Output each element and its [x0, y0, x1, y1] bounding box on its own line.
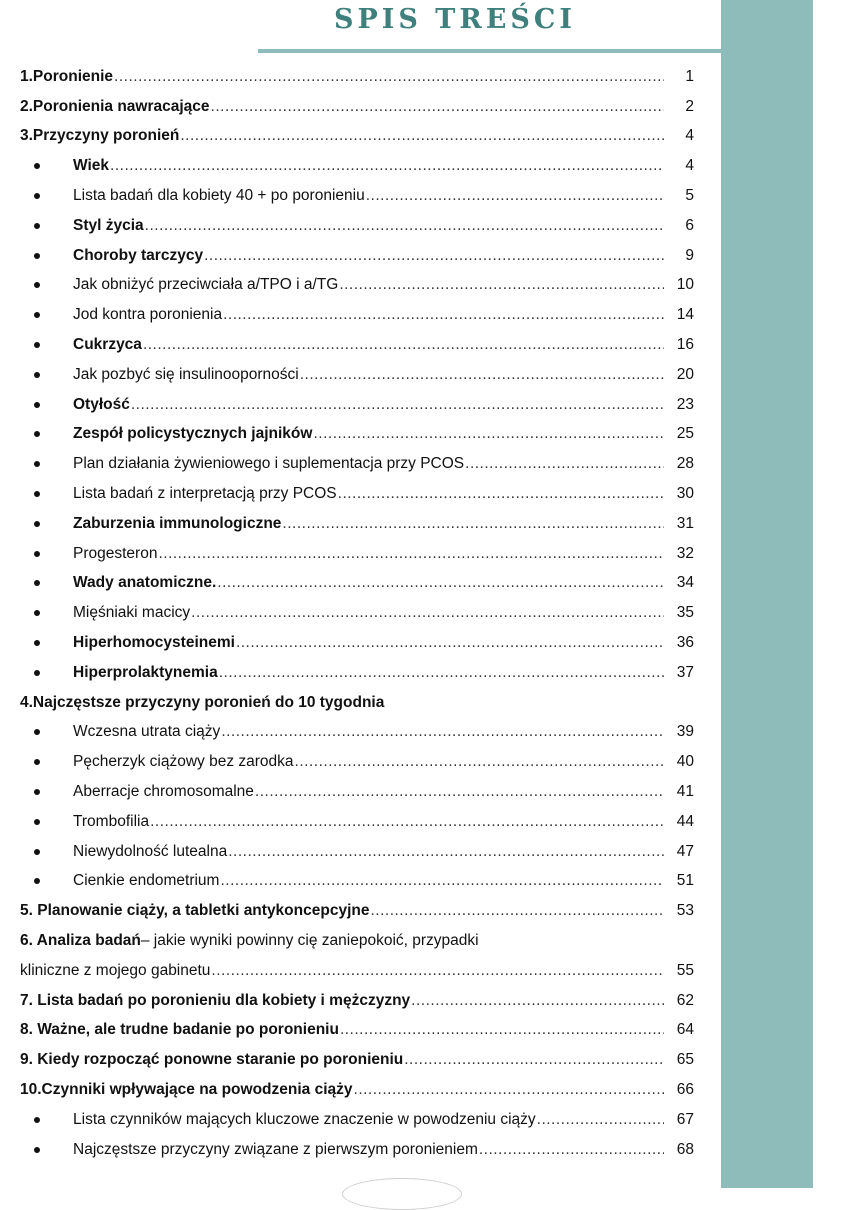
dot-leader [282, 515, 664, 533]
toc-entry-label: Styl życia [73, 216, 144, 234]
toc-entry-page-number: 4 [685, 127, 694, 145]
dot-leader [370, 902, 664, 920]
dot-leader [223, 306, 664, 324]
dot-leader [339, 276, 664, 294]
toc-entry-label: 7. Lista badań po poronieniu dla kobiety i mężczyzny [20, 991, 411, 1009]
toc-entry[interactable] [20, 867, 696, 897]
toc-entry-page-number: 2 [685, 97, 694, 115]
toc-entry[interactable] [20, 598, 696, 628]
table-of-contents [20, 62, 696, 1164]
toc-entry-label: Otyłość [73, 395, 130, 413]
toc-entry-page-number: 36 [676, 634, 694, 652]
toc-entry-label: Trombofilia [73, 812, 150, 830]
toc-entry[interactable] [20, 420, 696, 450]
toc-entry-page-number: 66 [676, 1080, 694, 1098]
toc-entry[interactable] [20, 747, 696, 777]
toc-entry-page-number: 10 [676, 276, 694, 294]
toc-entry-page-number: 32 [676, 544, 694, 562]
toc-entry-label: Cienkie endometrium [73, 872, 220, 890]
toc-entry-page-number: 41 [676, 783, 694, 801]
toc-entry[interactable] [20, 1105, 696, 1135]
toc-entry[interactable] [20, 1075, 696, 1105]
dot-leader [219, 664, 664, 682]
dot-leader [338, 485, 664, 503]
dot-leader [537, 1111, 664, 1129]
dot-leader [158, 545, 664, 563]
toc-entry-page-number: 25 [676, 425, 694, 443]
dot-leader [221, 723, 664, 741]
toc-entry[interactable] [20, 569, 696, 599]
toc-entry[interactable] [20, 122, 696, 152]
toc-entry-label: Zaburzenia immunologiczne [73, 514, 282, 532]
toc-entry[interactable] [20, 181, 696, 211]
dot-leader [255, 783, 664, 801]
toc-entry-page-number: 68 [676, 1140, 694, 1158]
toc-entry-label: 3.Przyczyny poronień [20, 127, 180, 145]
toc-entry[interactable] [20, 777, 696, 807]
toc-entry-page-number: 16 [676, 336, 694, 354]
toc-entry-page-number: 53 [676, 902, 694, 920]
toc-entry[interactable] [20, 509, 696, 539]
toc-entry-label: Lista badań z interpretacją przy PCOS [73, 485, 337, 503]
dot-leader [340, 1021, 664, 1039]
toc-entry-label: Jak pozbyć się insulinooporności [73, 365, 299, 383]
toc-entry-label: Mięśniaki macicy [73, 604, 191, 622]
toc-entry[interactable] [20, 539, 696, 569]
toc-entry-label: Plan działania żywieniowego i suplementacja przy PCOS [73, 455, 465, 473]
toc-entry[interactable] [20, 62, 696, 92]
page-right-margin [813, 0, 848, 1188]
toc-entry[interactable] [20, 1045, 696, 1075]
toc-entry-label: Hiperprolaktynemia [73, 663, 218, 681]
dot-leader [300, 366, 664, 384]
toc-entry[interactable] [20, 479, 696, 509]
toc-entry[interactable] [20, 628, 696, 658]
dot-leader [110, 157, 664, 175]
toc-entry-label: Niewydolność lutealna [73, 842, 228, 860]
toc-entry[interactable] [20, 718, 696, 748]
dot-leader [236, 634, 664, 652]
toc-entry[interactable] [20, 807, 696, 837]
toc-entry-label: 5. Planowanie ciąży, a tabletki antykoncepcyjne [20, 902, 370, 920]
dot-leader [217, 574, 664, 592]
toc-entry[interactable] [20, 271, 696, 301]
toc-entry-label: 6. Analiza badań [20, 932, 141, 949]
toc-entry-label: Zespół policystycznych jajników [73, 425, 313, 443]
dot-leader [211, 962, 664, 980]
dot-leader [131, 396, 664, 414]
dot-leader [191, 604, 664, 622]
toc-entry[interactable] [20, 211, 696, 241]
toc-entry[interactable] [20, 658, 696, 688]
dot-leader [354, 1081, 664, 1099]
toc-entry-page-number: 5 [685, 187, 694, 205]
toc-entry[interactable] [20, 360, 696, 390]
dot-leader [114, 68, 664, 86]
toc-entry-page-number: 23 [676, 395, 694, 413]
dot-leader [366, 187, 664, 205]
toc-entry[interactable] [20, 1135, 696, 1165]
toc-entry-page-number: 20 [676, 365, 694, 383]
toc-entry-page-number: 62 [676, 991, 694, 1009]
toc-entry[interactable] [20, 926, 696, 956]
toc-entry[interactable] [20, 92, 696, 122]
toc-entry-label: Aberracje chromosomalne [73, 783, 254, 801]
toc-entry-page-number: 6 [685, 216, 694, 234]
toc-entry-page-number: 55 [676, 961, 694, 979]
toc-entry-label: Cukrzyca [73, 336, 142, 354]
toc-entry-label: 8. Ważne, ale trudne badanie po poronieniu [20, 1021, 339, 1039]
toc-entry-page-number: 67 [676, 1110, 694, 1128]
dot-leader [204, 247, 664, 265]
toc-entry-label: Pęcherzyk ciążowy bez zarodka [73, 753, 294, 771]
toc-entry[interactable] [20, 1016, 696, 1046]
toc-entry-label: 10.Czynniki wpływające na powodzenia ciąży [20, 1080, 353, 1098]
toc-entry-label: 2.Poronienia nawracające [20, 97, 210, 115]
toc-entry-label: Jod kontra poronienia [73, 306, 223, 324]
toc-entry-label: Najczęstsze przyczyny związane z pierwszym poronieniem [73, 1140, 478, 1158]
dot-leader [228, 843, 664, 861]
toc-entry-page-number: 4 [685, 157, 694, 175]
dot-leader [295, 753, 664, 771]
toc-entry-label: kliniczne z mojego gabinetu [20, 961, 211, 979]
toc-entry-page-number: 65 [676, 1051, 694, 1069]
toc-entry-page-number: 34 [676, 574, 694, 592]
dot-leader [220, 872, 664, 890]
toc-entry[interactable] [20, 986, 696, 1016]
toc-entry-label: Choroby tarczycy [73, 246, 204, 264]
dot-leader [143, 336, 664, 354]
toc-entry-label: Lista badań dla kobiety 40 + po poronieniu [73, 187, 365, 205]
toc-entry[interactable] [20, 956, 696, 986]
toc-entry-page-number: 64 [676, 1021, 694, 1039]
toc-entry-label: 1.Poronienie [20, 67, 114, 85]
page-title: SPIS TREŚCI [333, 4, 577, 35]
toc-entry-page-number: 44 [676, 812, 694, 830]
toc-entry-label: Hiperhomocysteinemi [73, 634, 235, 652]
decorative-oval [342, 1178, 462, 1210]
toc-entry[interactable] [20, 241, 696, 271]
toc-entry-page-number: 39 [676, 723, 694, 741]
toc-entry-page-number: 51 [676, 872, 694, 890]
toc-entry-page-number: 28 [676, 455, 694, 473]
toc-entry-page-number: 37 [676, 663, 694, 681]
toc-entry-page-number: 35 [676, 604, 694, 622]
toc-entry[interactable] [20, 300, 696, 330]
toc-entry[interactable] [20, 151, 696, 181]
decorative-side-band [721, 0, 813, 1188]
toc-entry-page-number: 9 [685, 246, 694, 264]
toc-entry-label: Wady anatomiczne. [73, 574, 217, 592]
toc-entry-label: 9. Kiedy rozpocząć ponowne staranie po poronieniu [20, 1051, 404, 1069]
toc-entry[interactable] [20, 837, 696, 867]
toc-entry-label: 4.Najczęstsze przyczyny poronień do 10 tygodnia [20, 693, 385, 711]
toc-entry-page-number: 30 [676, 485, 694, 503]
toc-entry-label: Wczesna utrata ciąży [73, 723, 221, 741]
toc-entry-page-number: 31 [676, 514, 694, 532]
toc-entry[interactable] [20, 896, 696, 926]
toc-entry[interactable] [20, 449, 696, 479]
title-underline [258, 49, 721, 53]
dot-leader [211, 98, 664, 116]
dot-leader [180, 127, 664, 145]
dot-leader [313, 425, 664, 443]
dot-leader [411, 992, 664, 1010]
dot-leader [150, 813, 664, 831]
toc-entry-label: Progesteron [73, 544, 158, 562]
dot-leader [465, 455, 664, 473]
toc-entry-description: – jakie wyniki powinny cię zaniepokoić, przypadki [140, 932, 479, 949]
toc-entry-label: Wiek [73, 157, 110, 175]
dot-leader [145, 217, 664, 235]
toc-entry-page-number: 47 [676, 842, 694, 860]
toc-entry-page-number: 40 [676, 753, 694, 771]
dot-leader [479, 1141, 664, 1159]
toc-entry[interactable] [20, 390, 696, 420]
dot-leader [404, 1051, 664, 1069]
toc-entry-label: Jak obniżyć przeciwciała a/TPO i a/TG [73, 276, 339, 294]
toc-entry-page-number: 14 [676, 306, 694, 324]
toc-entry[interactable] [20, 330, 696, 360]
toc-entry[interactable] [20, 688, 696, 718]
toc-entry-page-number: 1 [685, 67, 694, 85]
toc-entry-label: Lista czynników mających kluczowe znaczenie w powodzeniu ciąży [73, 1110, 536, 1128]
